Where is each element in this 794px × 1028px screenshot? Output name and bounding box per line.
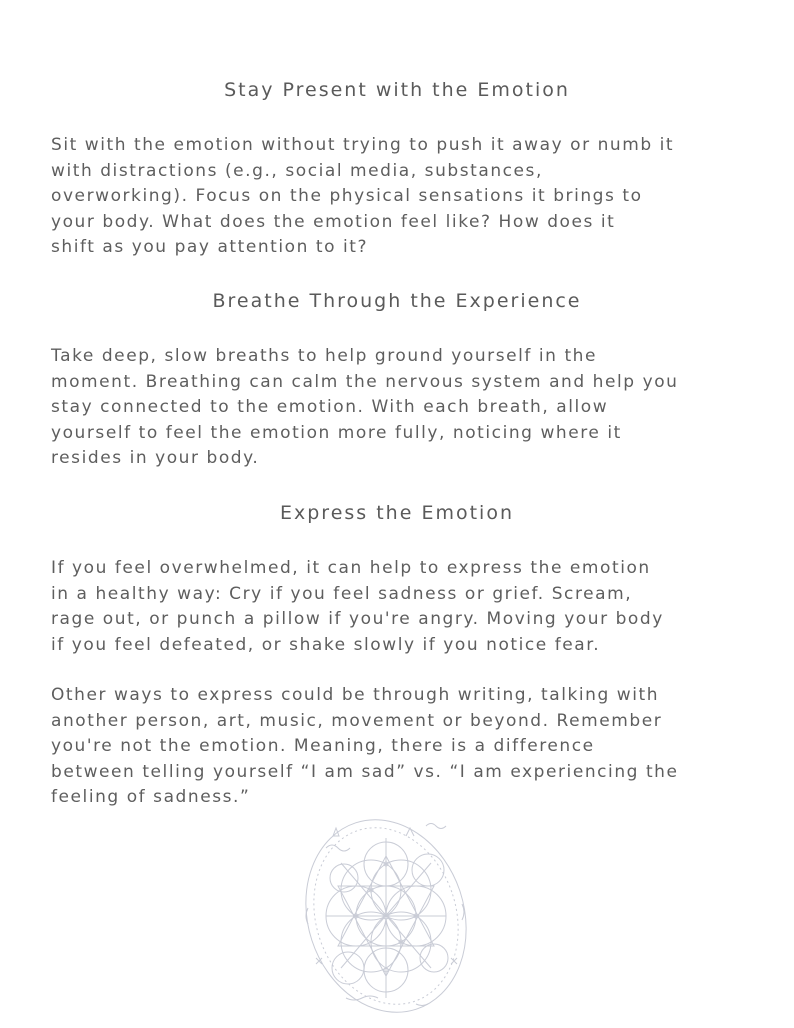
- paragraph-breathe: [51, 344, 751, 472]
- text-line: shift as you pay attention to it?: [51, 237, 369, 258]
- text-line: resides in your body.: [51, 448, 260, 469]
- paragraph-stay-present: [51, 133, 751, 261]
- text-line: Sit with the emotion without trying to push it away or numb it: [51, 135, 675, 155]
- text-line: with distractions (e.g., social media, substances,: [51, 160, 543, 181]
- text-line: rage out, or punch a pillow if you're angry. Moving your body: [51, 609, 664, 630]
- text-line: if you feel defeated, or shake slowly if you notice fear.: [51, 634, 601, 655]
- text-line: in a healthy way: Cry if you feel sadness or grief. Scream,: [51, 583, 633, 604]
- text-line: Other ways to express could be through writing, talking with: [51, 685, 660, 705]
- text-line: between telling yourself “I am sad” vs. “I am experiencing the: [51, 761, 679, 782]
- paragraph-express-healthy: [51, 556, 751, 658]
- text-line: If you feel overwhelmed, it can help to express the emotion: [51, 558, 651, 578]
- text-line: your body. What does the emotion feel like? How does it: [51, 211, 616, 232]
- text-line: overworking). Focus on the physical sensations it brings to: [51, 186, 643, 207]
- sacred-geometry-mandala-icon: [286, 808, 486, 1018]
- text-line: yourself to feel the emotion more fully, noticing where it: [51, 422, 622, 443]
- heading-express: Express the Emotion: [280, 502, 514, 524]
- heading-breathe: Breathe Through the Experience: [212, 290, 582, 312]
- heading-stay-present: Stay Present with the Emotion: [224, 79, 570, 101]
- text-line: you're not the emotion. Meaning, there is a difference: [51, 736, 595, 757]
- text-line: another person, art, music, movement or beyond. Remember: [51, 710, 663, 731]
- paragraph-other-ways: [51, 683, 751, 811]
- text-line: stay connected to the emotion. With each breath, allow: [51, 397, 609, 418]
- text-line: feeling of sadness.”: [51, 787, 251, 808]
- text-line: Take deep, slow breaths to help ground yourself in the: [51, 346, 597, 366]
- text-line: moment. Breathing can calm the nervous system and help you: [51, 371, 679, 392]
